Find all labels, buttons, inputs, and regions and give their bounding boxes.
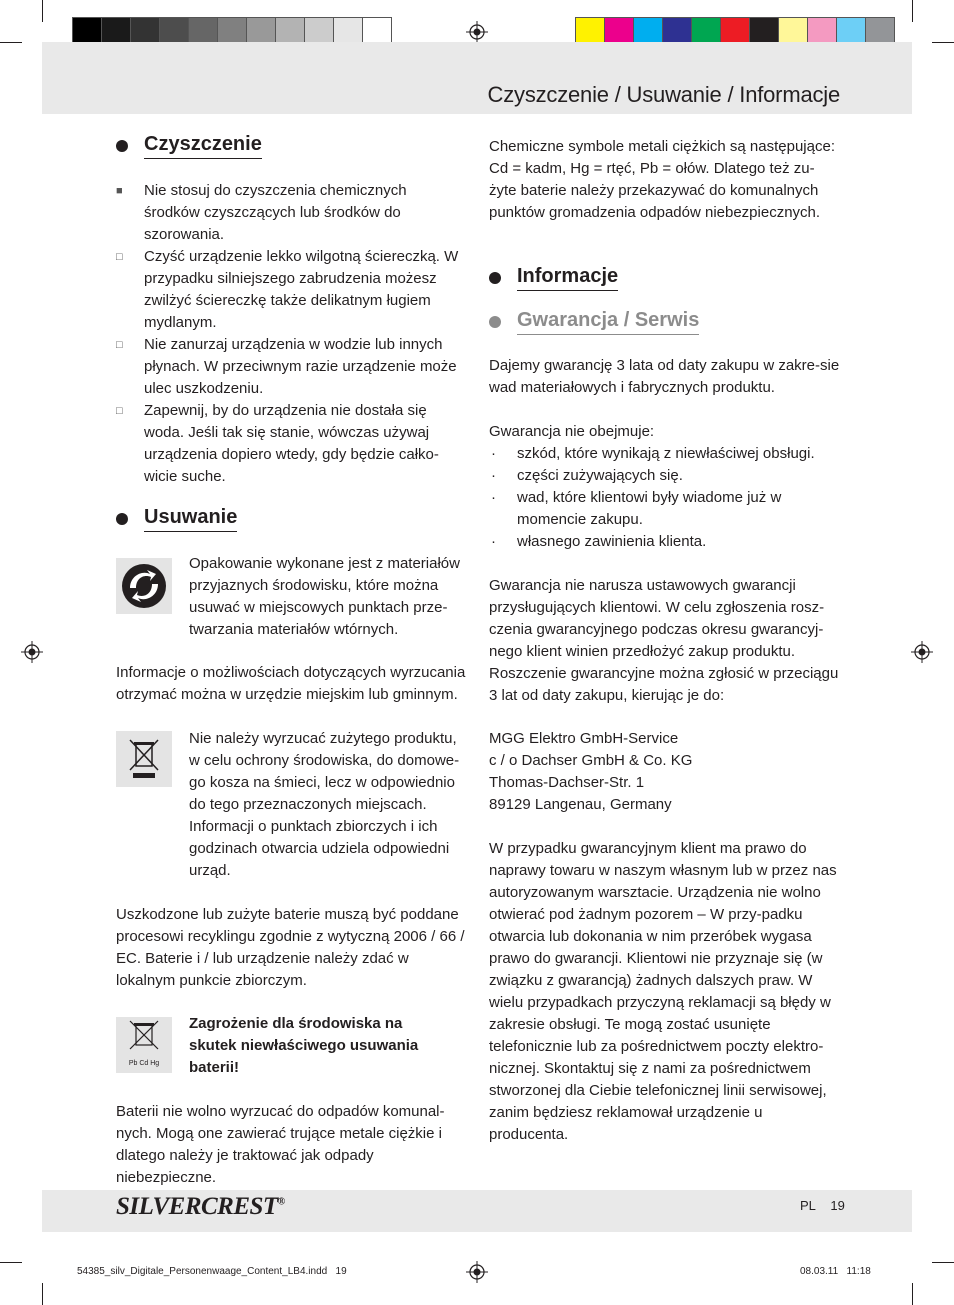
batteries-final-text: Baterii nie wolno wyrzucać do odpadów komunal-nych. Mogą one zawierać trujące metale ciężkie i dlatego należy je traktować jak odpady niebezpieczne.: [116, 1103, 445, 1186]
crop-mark: [912, 1283, 913, 1305]
section-heading-warranty: Gwarancja / Serwis: [489, 309, 699, 335]
weee-text: Nie należy wyrzucać zużytego produktu, w celu ochrony środowiska, do domowe-go kosza na śmieci, lecz w odpowiednio do tego przeznaczonych miejscach. Informacji o punktach zbiorczych i ich godzinach otwarcia udziela odpowiedni urząd.: [189, 730, 460, 879]
crop-mark: [932, 42, 954, 43]
chemical-symbols-text: Chemiczne symbole metali ciężkich są następujące: Cd = kadm, Hg = rtęć, Pb = ołów. Dlatego też zu-żyte baterie należy przekazywać do komunalnych punktów gromadzenia odpadów niebezpiecznych.: [489, 138, 835, 221]
list-item: □ Nie zanurzaj urządzenia w wodzie lub innych płynach. W przeciwnym razie urządzenie może ulec uszkodzeniu.: [116, 336, 457, 397]
page-title: Czyszczenie / Usuwanie / Informacje: [487, 82, 840, 107]
list-item: · własnego zawinienia klienta.: [491, 533, 707, 550]
list-item: □ Zapewnij, by do urządzenia nie dostała się woda. Jeśli tak się stanie, wówczas używaj urządzenia dopiero wtedy, gdy będzie całko-wicie suche.: [116, 402, 439, 485]
address-line: Thomas-Dachser-Str. 1: [489, 774, 645, 791]
packaging-text: Opakowanie wykonane jest z materiałów przyjaznych środowisku, które można usuwać w miejscowych punktach prze-twarzania materiałów wtórnych.: [189, 555, 460, 638]
battery-bin-icon: [116, 1017, 172, 1073]
heading-bullet-icon: [116, 513, 128, 525]
heading-bullet-icon: [489, 272, 501, 284]
list-item: ■ Nie stosuj do czyszczenia chemicznych środków czyszczących lub środków do szorowania.: [116, 182, 407, 243]
crop-mark: [42, 1283, 43, 1305]
batteries-text: Uszkodzone lub zużyte baterie muszą być poddane procesowi recyklingu zgodnie z wytyczną 2006 / 66 / EC. Baterie i / lub urządzenie należy zdać w lokalnym punkcie zbiorczym.: [116, 906, 465, 989]
warranty-excludes-list: [489, 443, 841, 553]
page-number: PL 19: [800, 1198, 845, 1213]
print-timestamp: 08.03.11 11:18: [800, 1266, 871, 1277]
warranty-excludes-label: Gwarancja nie obejmuje:: [489, 423, 655, 440]
cleaning-list: [116, 180, 466, 488]
registration-mark-icon: [911, 641, 933, 663]
heading-bullet-icon: [116, 140, 128, 152]
registration-mark-icon: [466, 1261, 488, 1283]
section-heading-cleaning: Czyszczenie: [116, 133, 262, 159]
section-heading-information: Informacje: [489, 265, 618, 291]
address-line: MGG Elektro GmbH-Service: [489, 730, 679, 747]
warranty-rights-text: Gwarancja nie narusza ustawowych gwarancji przysługujących klientowi. W celu zgłoszenia rosz-czenia gwarancyjnego podczas okresu gwarancyj-nego klient winien przedłożyć zakup produktu. Roszczenie gwarancyjne można zgłosić w przeciągu 3 lat od daty zakupu, kierując je do:: [489, 577, 839, 704]
crop-mark: [932, 1262, 954, 1263]
heading-bullet-icon: [489, 316, 501, 328]
section-heading-disposal: Usuwanie: [116, 506, 237, 532]
list-item: · części zużywających się.: [491, 467, 683, 484]
list-item: □ Czyść urządzenie lekko wilgotną ściereczką. W przypadku silniejszego zabrudzenia możesz zwilżyć ściereczkę także delikatnym ługiem mydlanym.: [116, 248, 459, 331]
registration-mark-icon: [21, 641, 43, 663]
disposal-info-text: Informacje o możliwościach dotyczących wyrzucania otrzymać można w urzędzie miejskim lub gminnym.: [116, 664, 466, 703]
crop-mark: [912, 0, 913, 22]
address-line: 89129 Langenau, Germany: [489, 796, 672, 813]
registration-mark-icon: [466, 21, 488, 43]
warranty-intro: Dajemy gwarancję 3 lata od daty zakupu w zakre-sie wad materiałowych i fabrycznych produktu.: [489, 357, 840, 396]
crop-mark: [0, 1262, 22, 1263]
address-line: c / o Dachser GmbH & Co. KG: [489, 752, 693, 769]
recycling-icon: [116, 558, 172, 614]
battery-icon-label: Pb Cd Hg: [128, 1060, 160, 1067]
crop-mark: [42, 0, 43, 22]
list-item: · szkód, które wynikają z niewłaściwej obsługi.: [491, 445, 815, 462]
repair-text: W przypadku gwarancyjnym klient ma prawo do naprawy towaru w naszym własnym lub w przez nas autoryzowanym warsztacie. Urządzenia nie wolno otwierać pod żadnym pozorem – W przy-padku otwarcia lub dokonania w nim przeróbek wygasa prawo do gwarancji. Klientowi nie przyznaje się (w związku z gwarancją) żadnych dalszych praw. W wielu przypadkach przyczyną reklamacji są błędy w zakresie obsługi. Te mogą zostać usunięte telefonicznie lub za pośrednictwem poczty elektro-nicznej. Skontaktuj się z nami za pośrednictwem stworzonej dla Ciebie telefonicznej linii serwisowej, zanim będziesz reklamował urządzenie u producenta.: [489, 840, 837, 1143]
weee-bin-icon: [116, 731, 172, 787]
service-address: [489, 728, 841, 816]
print-file-info: 54385_silv_Digitale_Personenwaage_Content_LB4.indd 19: [77, 1266, 347, 1277]
battery-warning: Zagrożenie dla środowiska na skutek niewłaściwego usuwania baterii!: [189, 1015, 419, 1076]
brand-logo: SILVERCREST®: [116, 1193, 285, 1220]
crop-mark: [0, 42, 22, 43]
list-item: · wad, które klientowi były wiadome już w momencie zakupu.: [491, 489, 782, 528]
